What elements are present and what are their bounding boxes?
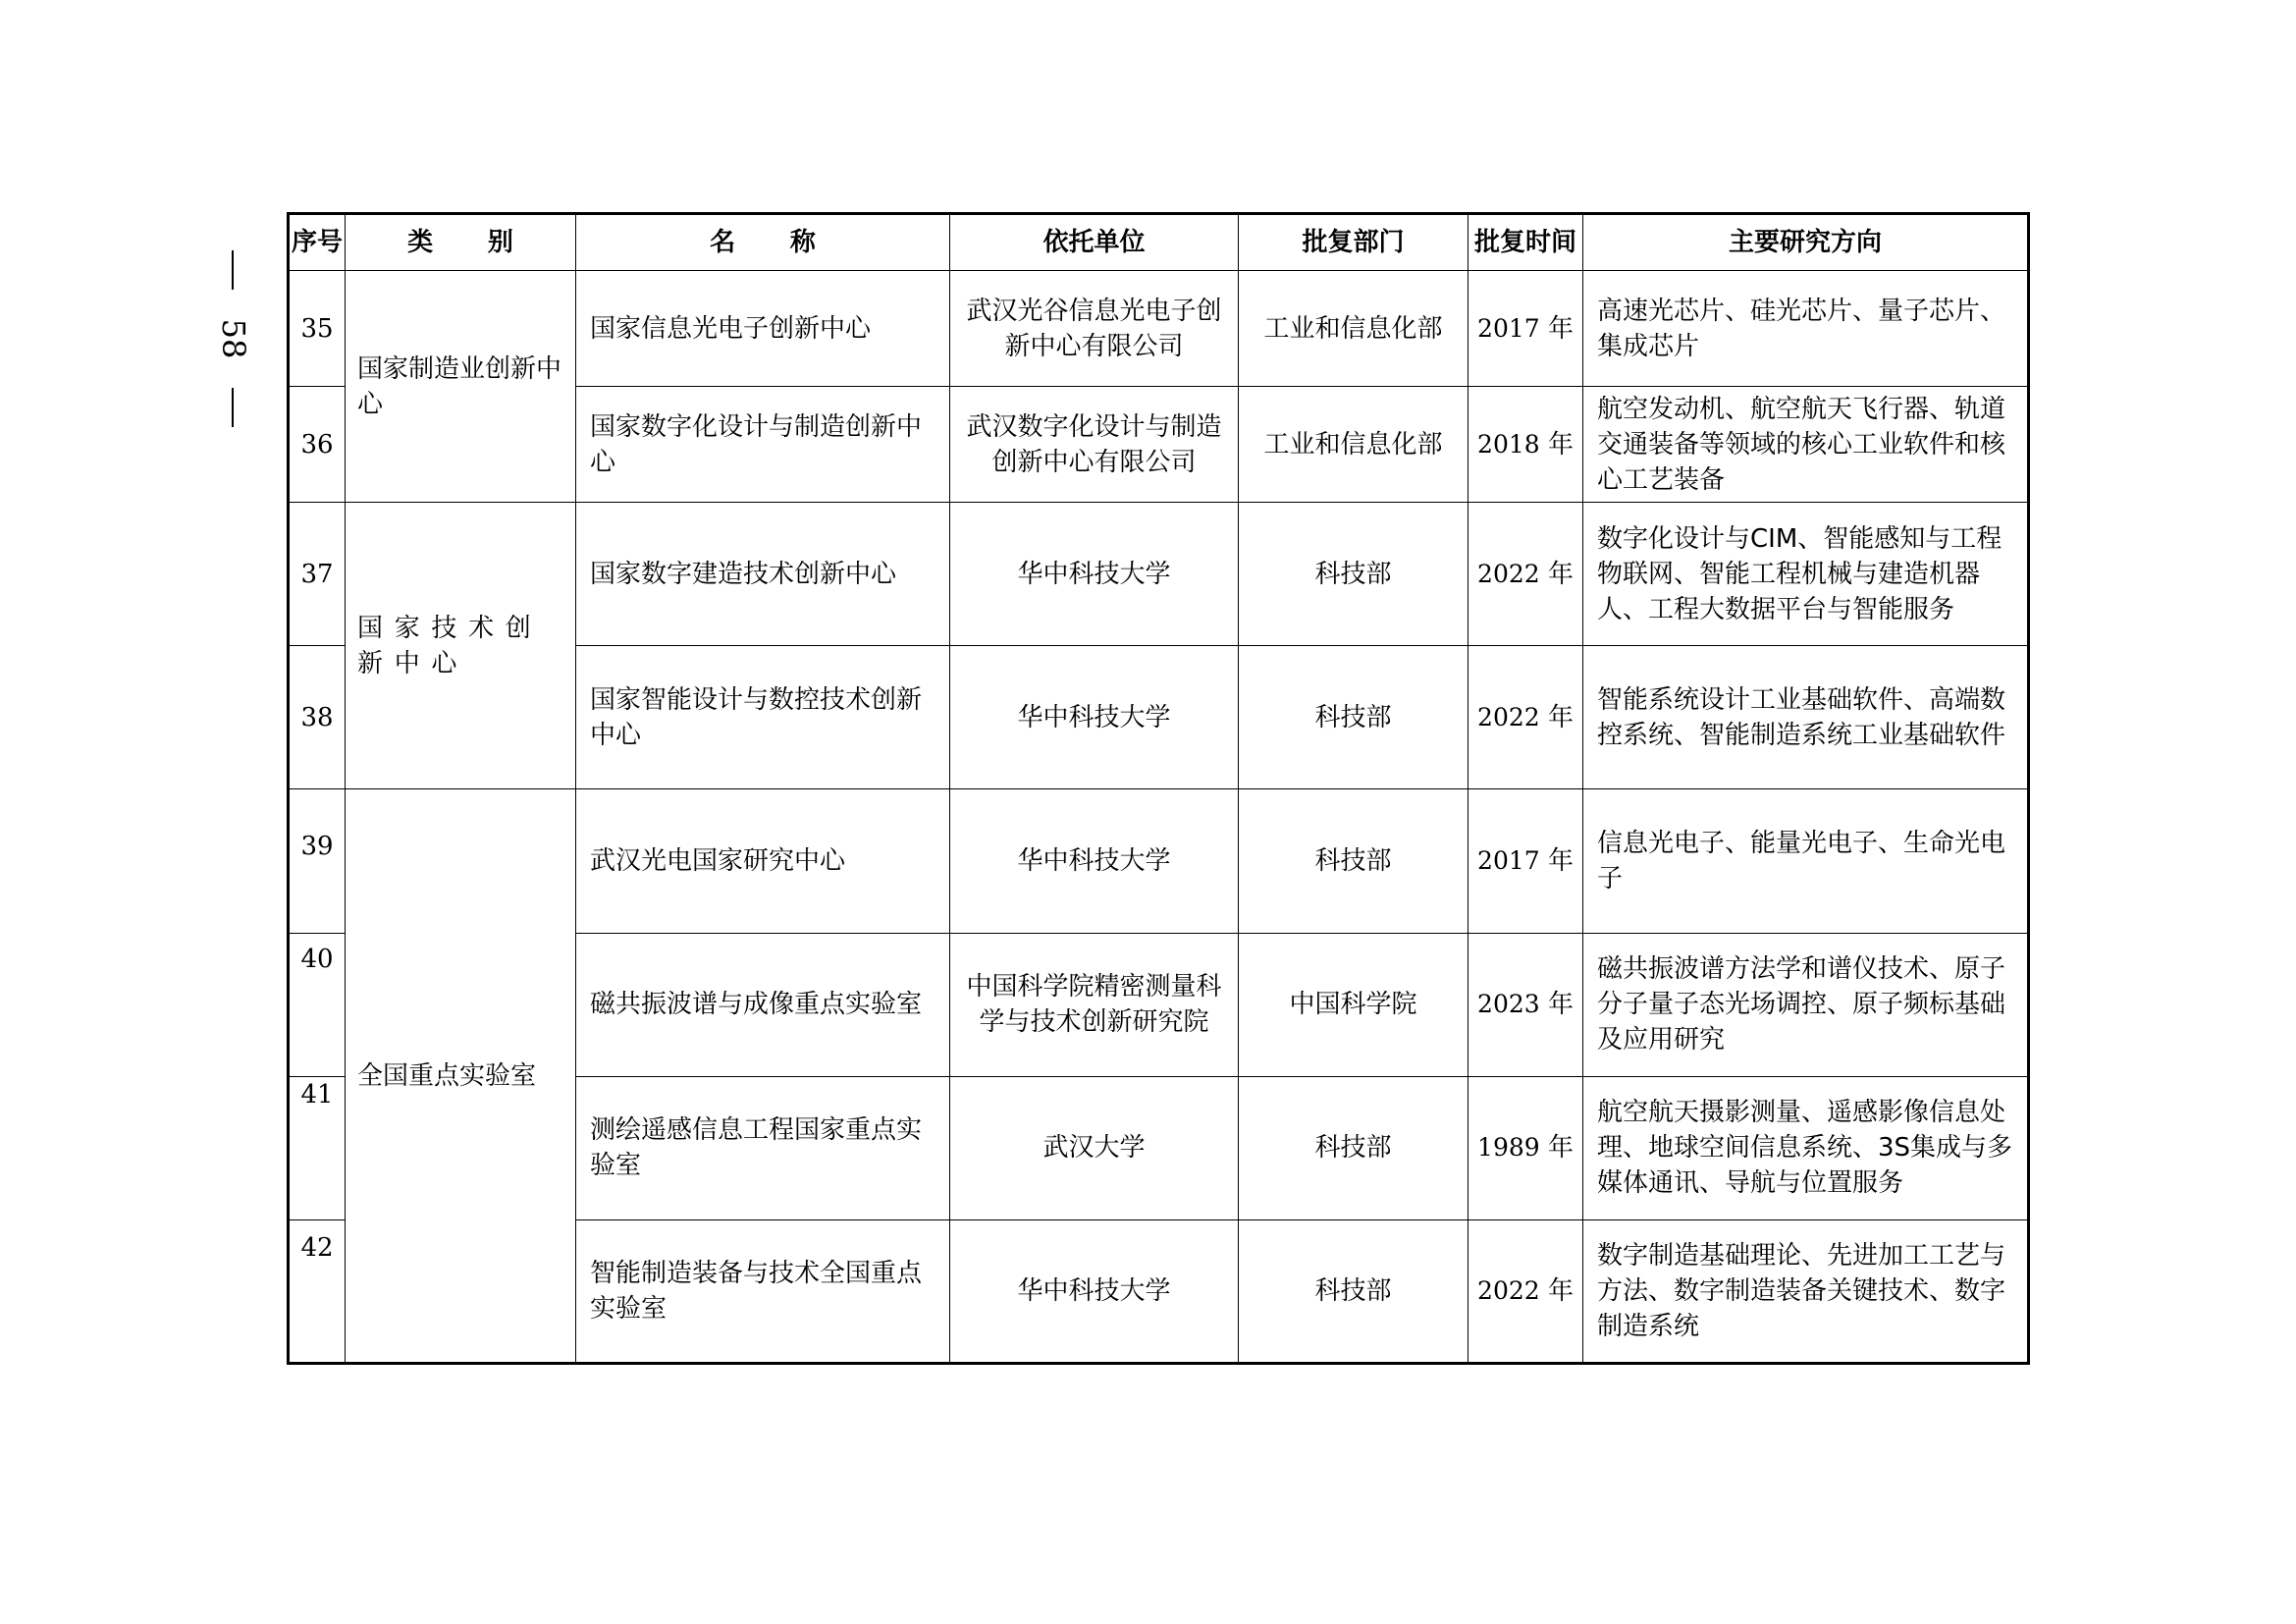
year-unit: 年 bbox=[1547, 1275, 1574, 1306]
page-number bbox=[210, 250, 257, 427]
year-cell bbox=[1468, 789, 1583, 933]
page-number-text: 58 bbox=[215, 318, 252, 359]
year-unit: 年 bbox=[1547, 1133, 1574, 1164]
direction-cell: 信息光电子、能量光电子、生命光电子 bbox=[1583, 789, 2029, 933]
dept-cell: 工业和信息化部 bbox=[1239, 387, 1468, 503]
year-cell bbox=[1468, 1219, 1583, 1363]
category-cell: 全国重点实验室 bbox=[346, 789, 576, 1364]
year-value: 2022 bbox=[1477, 1275, 1540, 1305]
year-value: 2022 bbox=[1477, 702, 1540, 731]
direction-cell: 航空发动机、航空航天飞行器、轨道交通装备等领域的核心工业软件和核心工艺装备 bbox=[1583, 387, 2029, 503]
direction-cell: 磁共振波谱方法学和谱仪技术、原子分子量子态光场调控、原子频标基础及应用研究 bbox=[1583, 933, 2029, 1076]
header-direction: 主要研究方向 bbox=[1583, 214, 2029, 271]
row-number: 36 bbox=[289, 387, 346, 503]
row-number: 41 bbox=[289, 1076, 346, 1219]
year-value: 2023 bbox=[1477, 990, 1540, 1019]
year-unit: 年 bbox=[1547, 429, 1574, 460]
row-number: 40 bbox=[289, 933, 346, 1076]
direction-cell: 高速光芯片、硅光芯片、量子芯片、集成芯片 bbox=[1583, 271, 2029, 387]
unit-cell: 华中科技大学 bbox=[950, 789, 1239, 933]
direction-cell: 航空航天摄影测量、遥感影像信息处理、地球空间信息系统、3S集成与多媒体通讯、导航与位置服务 bbox=[1583, 1076, 2029, 1219]
category-cell: 国家技术创新中心 bbox=[346, 503, 576, 789]
dept-cell: 科技部 bbox=[1239, 503, 1468, 646]
name-cell: 国家数字建造技术创新中心 bbox=[576, 503, 950, 646]
direction-cell: 数字制造基础理论、先进加工工艺与方法、数字制造装备关键技术、数字制造系统 bbox=[1583, 1219, 2029, 1363]
header-category: 类 别 bbox=[346, 214, 576, 271]
name-cell: 国家数字化设计与制造创新中心 bbox=[576, 387, 950, 503]
row-number: 38 bbox=[289, 646, 346, 789]
research-platform-table bbox=[287, 212, 2030, 1365]
name-cell: 智能制造装备与技术全国重点实验室 bbox=[576, 1219, 950, 1363]
table-row bbox=[289, 271, 2029, 387]
name-cell: 武汉光电国家研究中心 bbox=[576, 789, 950, 933]
header-name: 名 称 bbox=[576, 214, 950, 271]
dept-cell: 工业和信息化部 bbox=[1239, 271, 1468, 387]
unit-cell: 武汉大学 bbox=[950, 1076, 1239, 1219]
dept-cell: 科技部 bbox=[1239, 1219, 1468, 1363]
unit-cell: 华中科技大学 bbox=[950, 646, 1239, 789]
page-number-rule-bottom bbox=[232, 388, 234, 427]
page-number-rule-top bbox=[232, 250, 234, 290]
name-cell: 国家信息光电子创新中心 bbox=[576, 271, 950, 387]
year-value: 2022 bbox=[1477, 559, 1540, 588]
row-number: 37 bbox=[289, 503, 346, 646]
year-value: 2017 bbox=[1477, 846, 1540, 875]
year-value: 1989 bbox=[1477, 1133, 1540, 1163]
table-header-row bbox=[289, 214, 2029, 271]
unit-cell: 华中科技大学 bbox=[950, 1219, 1239, 1363]
row-number: 39 bbox=[289, 789, 346, 933]
name-cell: 国家智能设计与数控技术创新中心 bbox=[576, 646, 950, 789]
year-unit: 年 bbox=[1547, 990, 1574, 1020]
year-value: 2017 bbox=[1477, 313, 1540, 343]
direction-cell: 智能系统设计工业基础软件、高端数控系统、智能制造系统工业基础软件 bbox=[1583, 646, 2029, 789]
year-cell bbox=[1468, 1076, 1583, 1219]
header-time: 批复时间 bbox=[1468, 214, 1583, 271]
year-cell bbox=[1468, 503, 1583, 646]
year-cell bbox=[1468, 271, 1583, 387]
year-cell bbox=[1468, 387, 1583, 503]
dept-cell: 科技部 bbox=[1239, 789, 1468, 933]
year-value: 2018 bbox=[1477, 429, 1540, 459]
dept-cell: 科技部 bbox=[1239, 1076, 1468, 1219]
year-unit: 年 bbox=[1547, 702, 1574, 732]
row-number: 42 bbox=[289, 1219, 346, 1363]
dept-cell: 科技部 bbox=[1239, 646, 1468, 789]
year-unit: 年 bbox=[1547, 559, 1574, 589]
name-cell: 磁共振波谱与成像重点实验室 bbox=[576, 933, 950, 1076]
dept-cell: 中国科学院 bbox=[1239, 933, 1468, 1076]
category-cell: 国家制造业创新中心 bbox=[346, 271, 576, 503]
row-number: 35 bbox=[289, 271, 346, 387]
unit-cell: 华中科技大学 bbox=[950, 503, 1239, 646]
unit-cell: 武汉数字化设计与制造创新中心有限公司 bbox=[950, 387, 1239, 503]
year-unit: 年 bbox=[1547, 846, 1574, 876]
unit-cell: 武汉光谷信息光电子创新中心有限公司 bbox=[950, 271, 1239, 387]
table-row bbox=[289, 789, 2029, 933]
table-row bbox=[289, 503, 2029, 646]
header-no: 序号 bbox=[289, 214, 346, 271]
unit-cell: 中国科学院精密测量科学与技术创新研究院 bbox=[950, 933, 1239, 1076]
header-unit: 依托单位 bbox=[950, 214, 1239, 271]
name-cell: 测绘遥感信息工程国家重点实验室 bbox=[576, 1076, 950, 1219]
header-dept: 批复部门 bbox=[1239, 214, 1468, 271]
year-unit: 年 bbox=[1547, 313, 1574, 344]
year-cell bbox=[1468, 933, 1583, 1076]
direction-cell: 数字化设计与CIM、智能感知与工程物联网、智能工程机械与建造机器人、工程大数据平台与智能服务 bbox=[1583, 503, 2029, 646]
year-cell bbox=[1468, 646, 1583, 789]
